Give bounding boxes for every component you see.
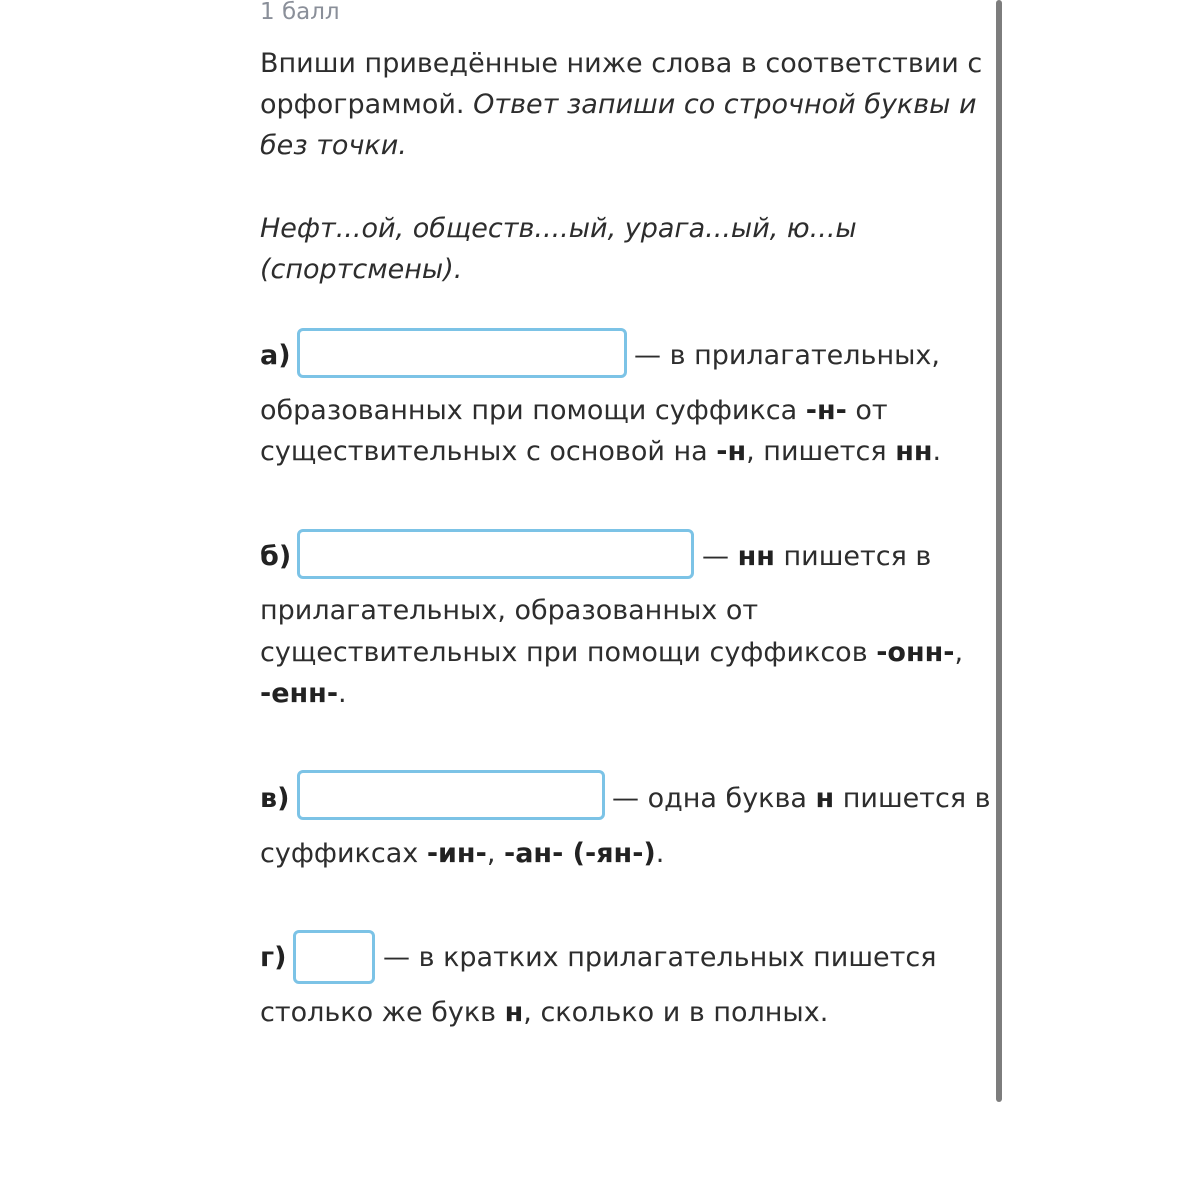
item-label: в) [260, 783, 290, 814]
item-text: . [655, 838, 665, 869]
item-text-bold: -енн- [260, 678, 339, 709]
item-text: . [932, 436, 942, 467]
words-line-1 [260, 208, 857, 249]
item-text: . [338, 678, 347, 709]
instruction-line-2 [260, 84, 977, 125]
item-b-line-2 [260, 590, 758, 631]
item-text-bold: -ан- (-ян-) [503, 838, 656, 869]
item-g-line-2 [260, 992, 828, 1033]
points-label: 1 балл [260, 0, 340, 25]
item-a-line-2 [260, 390, 888, 431]
instruction-line-3 [260, 125, 407, 166]
scrollbar[interactable] [996, 0, 1002, 1102]
item-text: , [954, 637, 964, 668]
item-text: — одна буква [612, 783, 816, 814]
item-text: существительных с основой на [260, 436, 717, 467]
item-v-after-box [612, 778, 991, 819]
item-text: пишется в [834, 783, 991, 814]
item-text: пишется в [774, 541, 932, 572]
item-text: — в кратких прилагательных пишется [383, 942, 937, 973]
item-b-line-4 [260, 673, 347, 714]
item-text-bold: н [815, 783, 835, 814]
item-text: — [702, 541, 738, 572]
item-text: существительных при помощи суффиксов [260, 637, 877, 668]
answer-input-a[interactable] [297, 328, 627, 378]
item-text-bold: -онн- [876, 637, 955, 668]
item-text-bold: нн [737, 541, 775, 572]
instruction-text-plain: орфограммой. [260, 89, 474, 120]
answer-input-v[interactable] [297, 770, 605, 820]
item-text-bold: н [504, 997, 524, 1028]
item-text-bold: -ин- [426, 838, 487, 869]
item-text-bold: нн [895, 436, 933, 467]
item-a-line-3 [260, 431, 941, 472]
item-v-line-2 [260, 833, 664, 874]
answer-input-b[interactable] [297, 529, 694, 579]
item-text: — в прилагательных, [634, 340, 940, 371]
words-line-2 [260, 249, 462, 290]
item-text: , пишется [746, 436, 896, 467]
item-text: суффиксах [260, 838, 427, 869]
item-text: образованных при помощи суффикса [260, 395, 806, 426]
item-text: прилагательных, образованных от [260, 595, 759, 626]
item-g-after-box [383, 937, 936, 978]
item-text: , [486, 838, 504, 869]
item-label: б) [260, 541, 292, 572]
item-g-label [260, 937, 286, 978]
item-a-after-box [634, 335, 940, 376]
words-text-2: (спортсмены). [260, 254, 463, 285]
item-b-line-3 [260, 632, 963, 673]
item-text: от [846, 395, 888, 426]
item-text: столько же букв [260, 997, 505, 1028]
item-text-bold: -н [716, 436, 747, 467]
instruction-text-italic-2: без точки. [260, 130, 407, 161]
answer-input-g[interactable] [293, 930, 375, 984]
item-label: а) [260, 340, 291, 371]
item-b-after-box [702, 536, 931, 577]
item-v-label [260, 778, 289, 819]
instruction-text: Впиши приведённые ниже слова в соответствии с [260, 48, 983, 79]
item-b-label [260, 536, 291, 577]
item-text: , сколько и в полных. [523, 997, 829, 1028]
item-label: г) [260, 942, 287, 973]
item-a-label [260, 335, 291, 376]
words-text: Нефт...ой, обществ....ый, урага...ый, ю...ы [260, 213, 857, 244]
item-text-bold: -н- [805, 395, 847, 426]
instruction-text-italic: Ответ запиши со строчной буквы и [473, 89, 977, 120]
instruction-line-1 [260, 43, 982, 84]
